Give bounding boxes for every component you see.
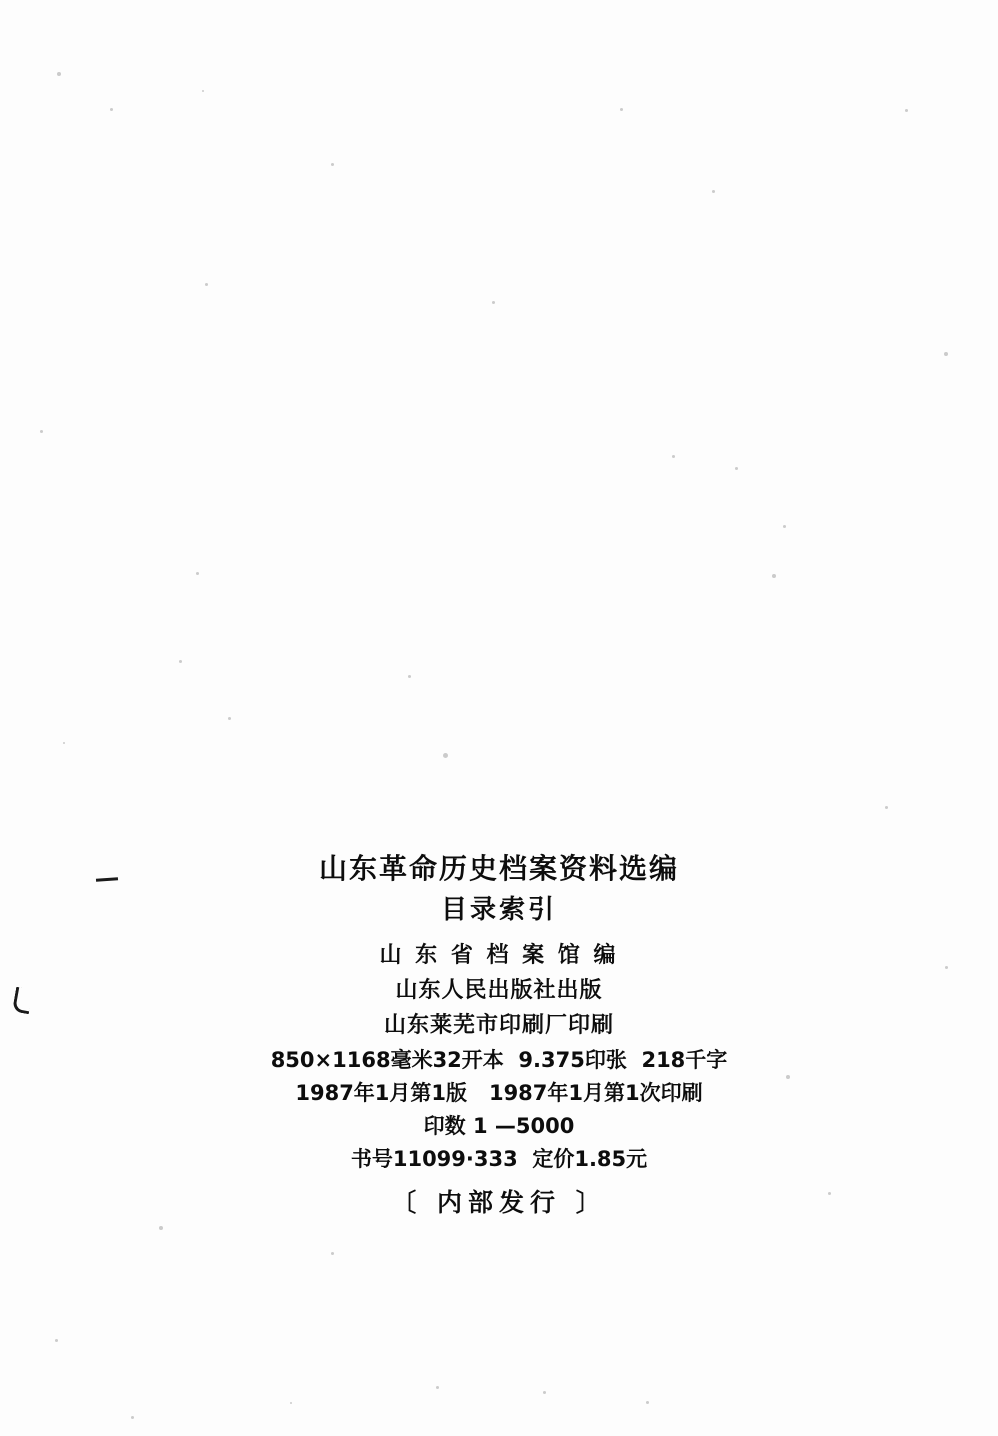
printer-line: 山东莱芜市印刷厂印刷 — [383, 1013, 614, 1038]
scan-speck — [672, 455, 675, 458]
format-specs-line: 850×1168毫米32开本 9.375印张 218千字 — [270, 1048, 728, 1072]
scan-speck — [772, 574, 776, 578]
scan-speck — [202, 90, 204, 92]
scan-speck — [408, 675, 411, 678]
internal-distribution-label: 〔 内部发行 〕 — [391, 1188, 607, 1217]
scan-speck — [55, 1339, 58, 1342]
scan-speck — [110, 108, 113, 111]
scan-speck — [905, 109, 908, 112]
scan-speck — [543, 1391, 546, 1394]
scan-speck — [205, 283, 208, 286]
compiler-line: 山 东 省 档 案 馆 编 — [379, 943, 619, 968]
scan-speck — [131, 1416, 134, 1419]
book-title: 山东革命历史档案资料选编 — [318, 852, 679, 885]
scan-speck — [436, 1386, 439, 1389]
scan-speck — [712, 190, 715, 193]
scan-speck — [492, 301, 495, 304]
scan-speck — [331, 1252, 334, 1255]
publisher-line: 山东人民出版社出版 — [395, 978, 603, 1003]
book-subtitle: 目录索引 — [440, 895, 557, 925]
scan-speck — [443, 753, 448, 758]
scan-speck — [228, 717, 231, 720]
scan-speck — [196, 572, 199, 575]
scan-speck — [783, 525, 786, 528]
scan-speck — [646, 1401, 649, 1404]
colophon-block — [0, 852, 998, 1217]
scan-speck — [735, 467, 738, 470]
scan-speck — [944, 352, 948, 356]
scan-speck — [179, 660, 182, 663]
scan-speck — [159, 1226, 163, 1230]
print-run-line: 印数 1 —5000 — [423, 1114, 575, 1138]
edition-line: 1987年1月第1版 1987年1月第1次印刷 — [295, 1081, 703, 1105]
book-number-price-line: 书号11099·333 定价1.85元 — [350, 1147, 648, 1171]
scan-speck — [40, 430, 43, 433]
scan-speck — [57, 72, 61, 76]
scan-speck — [331, 163, 334, 166]
scan-speck — [620, 108, 623, 111]
scan-speck — [290, 1402, 292, 1404]
scan-speck — [885, 806, 888, 809]
scan-speck — [63, 742, 65, 744]
